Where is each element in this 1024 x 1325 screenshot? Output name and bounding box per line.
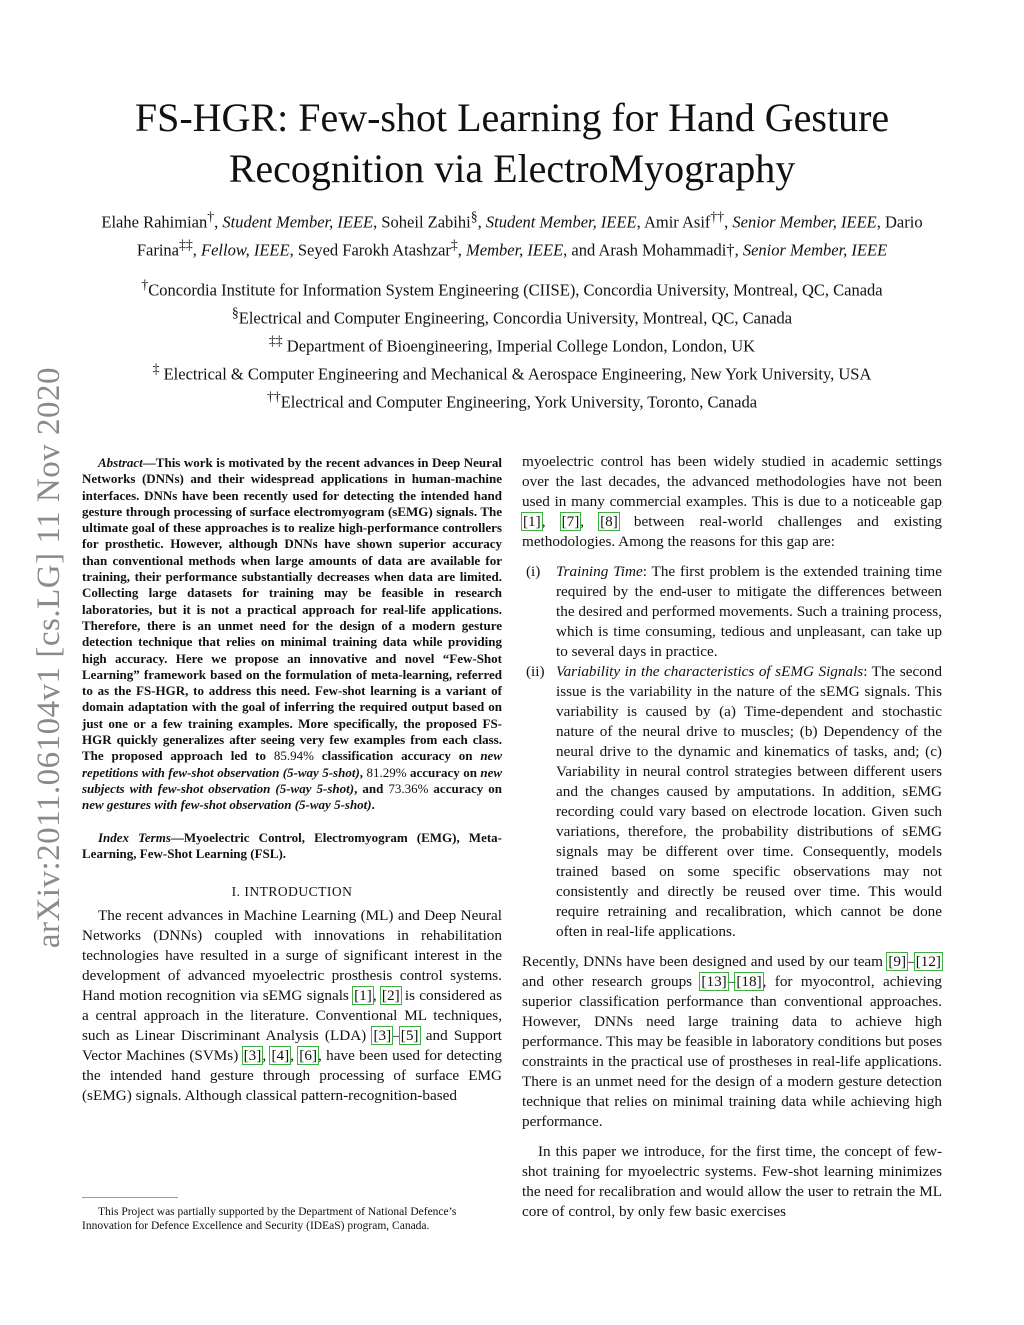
affiliation-mark: † xyxy=(141,277,149,292)
author-name: Soheil Zabihi xyxy=(381,212,471,232)
author-role: Fellow, IEEE xyxy=(201,240,290,260)
body-text: The recent advances in Machine Learning (ML) and Deep Neural Networks (DNNs) coupled with innovations in rehabilitation technologies have resulted in a surge of significant interest in the development of advanced myoelectric prosthesis control systems. Hand motion recognition via sEMG signals xyxy=(82,907,502,1005)
body-text: – xyxy=(907,953,915,970)
abstract-value: 81.29% xyxy=(366,764,407,780)
body-text: is considered as a central approach in the literature. Conventional ML techniques, such as Linear Discriminant Analysis (LDA) xyxy=(82,987,503,1045)
affiliation-1 xyxy=(84,274,940,302)
abstract-condition: new gestures with few-shot observation xyxy=(82,797,292,813)
footnote-text: This Project was partially supported by the Department of National Defence’s Innovation for Defence Excellence and Security (IDEaS) program, Canada. xyxy=(82,1206,457,1232)
affiliation-mark: § xyxy=(231,305,239,320)
abstract-text: —This work is motivated by the recent advances in Deep Neural Networks (DNNs) and their widespread applications in human-machine interfaces. DNNs have been recently used for detecting the intended hand gesture through processing of surface electromyogram (sEMG) signals. The ultimate goal of these approaches is to realize high-performance controllers for prosthetic. However, although DNNs have shown superior accuracy than conventional methods when large amounts of data are available for training, their performance substantially decreases when data are limited. Collecting large datasets for training may be feasible in research laboratories, but it is not a practical approach for real-life applications. Therefore, there is an unmet need for the design of a modern gesture detection technique that relies on minimal training data while providing high accuracy. Here we propose an innovative and novel “Few-Shot Learning” framework based on the formulation of meta-learning, referred to as the FS-HGR, to address this need. Few-shot learning is a variant of domain adaptation with the goal of inferring the required output based on just one or a few training examples. More specifically, the proposed FS-HGR quickly generalizes after seeing very few examples from each class. The proposed approach led to xyxy=(82,455,502,764)
affiliation-mark: ‡‡ xyxy=(268,333,283,348)
right-paragraph-1 xyxy=(522,452,942,552)
list-number: (i) xyxy=(526,563,541,580)
abstract-shot: (5-way 5-shot) xyxy=(270,780,355,796)
author-role: Senior Member, IEEE xyxy=(732,212,877,232)
affiliation-list xyxy=(84,274,940,414)
list-item-title: Variability in the characteristics of sEMG Signals xyxy=(556,663,864,680)
affiliation-text: Concordia Institute for Information System Engineering (CIISE), Concordia University, Montreal, QC, Canada xyxy=(148,280,883,300)
affiliation-text: Electrical and Computer Engineering, York University, Toronto, Canada xyxy=(280,392,758,412)
abstract-text: , and xyxy=(354,780,389,796)
affiliation-mark: ‡ xyxy=(152,361,160,376)
body-text: myoelectric control has been widely studied in academic settings over the last decades, the advanced methodologies have not been used in many commercial examples. This is due to a noticeable gap xyxy=(522,453,942,510)
citation-link[interactable]: [1] xyxy=(523,513,541,530)
abstract xyxy=(82,455,502,814)
citation-link[interactable]: [2] xyxy=(381,987,400,1005)
author-mark: †† xyxy=(710,209,725,224)
citation-link[interactable]: [13] xyxy=(701,973,727,990)
affiliation-2 xyxy=(84,302,940,330)
abstract-value: 85.94% xyxy=(273,748,314,764)
author-list: Elahe Rahimian†, Student Member, IEEE, Soheil Zabihi§, Student Member, IEEE, Amir Asif††, Senior Member, IEEE, Dario Farina‡‡, Fellow, IEEE, Seyed Farokh Atashzar‡, Member, IEEE, and Arash Mohammadi†, Senior Member, IEEE xyxy=(101,209,923,260)
author-name: Dario Farina xyxy=(136,212,923,260)
author-name: Seyed Farokh Atashzar xyxy=(297,240,451,260)
author-role: Student Member, IEEE xyxy=(222,212,374,232)
list-item xyxy=(522,562,942,662)
abstract-value: 73.36% xyxy=(388,780,429,796)
citation-link[interactable]: [6] xyxy=(299,1047,318,1065)
citation-link[interactable]: [9] xyxy=(888,953,907,970)
abstract-shot: (5-way 5-shot) xyxy=(291,797,372,813)
title-line-1: FS-HGR: Few-shot Learning for Hand Gesture xyxy=(134,95,890,140)
abstract-text: , xyxy=(359,764,367,780)
citation-link[interactable]: [7] xyxy=(561,513,580,530)
body-text: , xyxy=(541,513,561,530)
body-text: Recently, DNNs have been designed and used by our team xyxy=(522,953,888,970)
right-paragraph-2 xyxy=(522,952,942,1132)
abstract-condition: new repetitions with few-shot observation xyxy=(82,748,502,780)
index-terms-label: Index Terms xyxy=(98,829,171,845)
body-text: , xyxy=(290,1047,299,1065)
footnote xyxy=(82,1205,502,1233)
citation-link[interactable]: [5] xyxy=(400,1027,419,1045)
section-heading: I. INTRODUCTION xyxy=(231,884,353,900)
body-text: , for myocontrol, achieving superior classification performance than conventional approaches. However, DNNs need large training data to achieve high performance. This may be feasible in laboratory conditions but poses constraints in the practical use of prostheses in real-life applications. There is an unmet need for the design of a modern gesture detection technique that relies on minimal training data while achieving high performance. xyxy=(522,973,943,1130)
title-line-2: Recognition via ElectroMyography xyxy=(228,146,796,191)
author-role: Student Member, IEEE xyxy=(485,212,637,232)
arxiv-identifier xyxy=(28,348,70,968)
body-text: and Support Vector Machines (SVMs) xyxy=(82,1027,502,1065)
index-terms-text: —Myoelectric Control, Electromyogram (EMG), Meta-Learning, Few-Shot Learning (FSL). xyxy=(82,829,502,861)
author-name: Elahe Rahimian xyxy=(101,212,208,232)
index-terms xyxy=(82,830,502,863)
affiliation-text: Electrical and Computer Engineering, Concordia University, Montreal, QC, Canada xyxy=(238,308,793,328)
abstract-text: accuracy on xyxy=(406,764,481,780)
body-text: , xyxy=(262,1047,271,1065)
author-mark: † xyxy=(207,209,215,224)
arxiv-id-text: arXiv:2011.06104v1 [cs.LG] 11 Nov 2020 xyxy=(30,367,67,949)
abstract-label: Abstract xyxy=(98,455,143,470)
citation-link[interactable]: [12] xyxy=(915,953,941,970)
author-mark: ‡‡ xyxy=(179,237,193,252)
body-text: and other research groups xyxy=(522,973,701,990)
reasons-list xyxy=(522,562,942,942)
list-item xyxy=(522,662,942,942)
paper-title xyxy=(100,92,924,194)
affiliation-3 xyxy=(84,330,940,358)
affiliation-5 xyxy=(84,386,940,414)
citation-link[interactable]: [4] xyxy=(271,1047,290,1065)
list-item-title: Training Time xyxy=(556,563,643,580)
footnote-rule xyxy=(82,1197,178,1198)
body-text: , have been used for detecting the intended hand gesture through processing of surface EMG (sEMG) signals. Although classical pattern-recognition-based xyxy=(82,1047,502,1105)
affiliation-text: Department of Bioengineering, Imperial College London, London, UK xyxy=(282,336,756,356)
intro-paragraph xyxy=(82,906,502,1106)
body-text: – xyxy=(392,1027,400,1045)
list-item-text: : The first problem is the extended training time required by the end-user to mitigate the differences between the desired and performed movements. Such a training process, which is time consuming, tedious and unpleasant, can take up to several days in practice. xyxy=(556,563,942,660)
abstract-shot: (5-way 5-shot) xyxy=(279,764,360,780)
author-name: Amir Asif xyxy=(643,212,711,232)
body-text: , xyxy=(372,987,381,1005)
abstract-condition: new subjects with few-shot observation xyxy=(82,764,503,796)
affiliation-4 xyxy=(84,358,940,386)
list-number: (ii) xyxy=(526,663,545,680)
affiliation-text: Electrical & Computer Engineering and Mechanical & Aerospace Engineering, New York University, USA xyxy=(159,364,872,384)
author-mark: ‡ xyxy=(450,237,458,252)
abstract-text: classification accuracy on xyxy=(313,748,481,764)
abstract-text: accuracy on xyxy=(428,780,502,796)
left-column xyxy=(82,455,502,1106)
author-role: Senior Member, IEEE xyxy=(742,240,888,260)
abstract-text: . xyxy=(371,797,375,813)
body-text: between real-world challenges and existing methodologies. Among the reasons for this gap are: xyxy=(522,513,943,550)
citation-link[interactable]: [3] xyxy=(373,1027,392,1045)
right-paragraph-3: In this paper we introduce, for the first time, the concept of few-shot training for myoelectric systems. Few-shot learning minimizes the need for recalibration and would allow the user to retrain the ML core of control, by only few basic exercises xyxy=(522,1143,942,1220)
body-text: – xyxy=(727,973,736,990)
author-role: Member, IEEE xyxy=(466,240,564,260)
list-item-text: : The second issue is the variability in the nature of the sEMG signals. This variability is caused by (a) Time-dependent and stochastic nature of the neural drive to muscles; (b) Dependency of the neural drive to the dynamic and kinematics of tasks, and; (c) Variability in neural control strategies between different users and the changes caused by amputations. In addition, sEMG recording could vary based on electrode location. Given such variations, therefore, the probability distributions of sEMG signals may be different over time. Consequently, models trained based on some specific observations may not consistently and directly be reused over time. This would require retraining and recalibration, which cannot be done often in real-life applications. xyxy=(556,663,942,940)
author-mark: § xyxy=(470,209,478,224)
citation-link[interactable]: [8] xyxy=(600,513,618,530)
citation-link[interactable]: [3] xyxy=(243,1047,262,1065)
affiliation-mark: †† xyxy=(266,389,281,404)
body-text: , xyxy=(580,513,600,530)
right-column xyxy=(522,452,942,1222)
citation-link[interactable]: [1] xyxy=(354,987,372,1005)
citation-link[interactable]: [18] xyxy=(736,973,762,990)
author-name: Arash Mohammadi† xyxy=(598,240,735,260)
